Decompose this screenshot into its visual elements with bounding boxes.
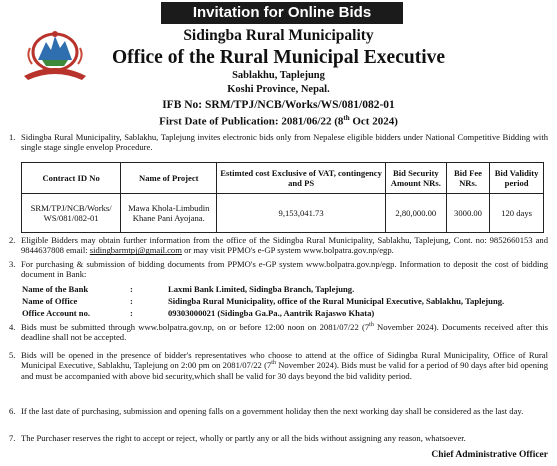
address-line-2: Koshi Province, Nepal. xyxy=(227,84,330,95)
notice-banner: Invitation for Online Bids xyxy=(161,2,403,24)
list-item: 7. The Purchaser reserves the right to accept or reject, wholly or partly any or all the bids without assigning any reason, whatsoever. xyxy=(9,433,466,443)
table-row xyxy=(22,194,544,233)
col-estimated-cost: Estimted cost Exclusive of VAT, contingency and PS xyxy=(217,163,385,194)
org-name: Sidingba Rural Municipality xyxy=(183,27,374,44)
cell-estimated-cost: 9,153,041.73 xyxy=(217,194,385,233)
col-bid-fee: Bid Fee NRs. xyxy=(446,163,489,194)
cell-bid-validity: 120 days xyxy=(490,194,544,233)
table-header-row xyxy=(22,163,544,194)
list-item: 3. For purchasing & submission of bidding documents from PPMO's e-GP system www.bolpatra.gov.np/egp. Information to deposit the cost of bidding document in Bank: xyxy=(9,259,548,280)
cell-bid-security: 2,80,000.00 xyxy=(385,194,446,233)
col-bid-validity: Bid Validity period xyxy=(490,163,544,194)
cell-bid-fee: 3000.00 xyxy=(446,194,489,233)
email-link[interactable]: sidingbarmtpj@gmail.com xyxy=(89,245,182,256)
bid-table xyxy=(21,162,544,233)
office-name: Office of the Rural Municipal Executive xyxy=(111,47,446,68)
list-item: 5. Bids will be opened in the presence of bidder's representatives who choose to attend at the office of Sidingba Rural Municipality, Office of Rural Municipal Executive, Sablakhu, Taplejung on 2:00 pm on 2081/07/22 (7th November 2024). Bids must be valid for a period of 90 days after bid opening and must be accompanied with above bid security,which shall be valid for 30 days beyond the bid validity period. xyxy=(9,350,549,381)
list-item: 1. Sidingba Rural Municipality, Sablakhu, Taplejung invites electronic bids only from Nepalese eligible bidders under National Competitive Bidding with single stage single envelop Procedure. xyxy=(9,132,548,153)
col-project-name: Name of Project xyxy=(121,163,217,194)
address-line-1: Sablakhu, Taplejung xyxy=(232,70,325,81)
cell-contract-id: SRM/TPJ/NCB/Works/ WS/081/082-01 xyxy=(22,194,121,233)
publication-date: First Date of Publication: 2081/06/22 (8th Oct 2024) xyxy=(159,114,398,128)
list-item: 6. If the last date of purchasing, submission and opening falls on a government holiday then the next working day shall be considered as the last day. xyxy=(9,406,524,416)
col-bid-security: Bid Security Amount NRs. xyxy=(385,163,446,194)
col-contract-id: Contract ID No xyxy=(22,163,121,194)
signature-title: Chief Administrative Officer xyxy=(431,450,548,460)
cell-project-name: Mawa Khola-Limbudin Khane Pani Ayojana. xyxy=(121,194,217,233)
list-item: 4. Bids must be submitted through www.bolpatra.gov.np, on or before 12:00 noon on 2081/07/22 (7th November 2024). Documents received after this deadline shall not be accepted. xyxy=(9,322,549,343)
ifb-number: IFB No: SRM/TPJ/NCB/Works/WS/081/082-01 xyxy=(162,99,395,111)
list-item: 2. Eligible Bidders may obtain further information from the office of the Sidingba Rural Municipality, Sablakhu, Taplejung, Cont. no: 9852660153 and 9844637808 email: sidingbarmtpj@gmail.com or may visit PPMO's e-GP system www.bolpatra.gov.np/egp. xyxy=(9,235,548,256)
